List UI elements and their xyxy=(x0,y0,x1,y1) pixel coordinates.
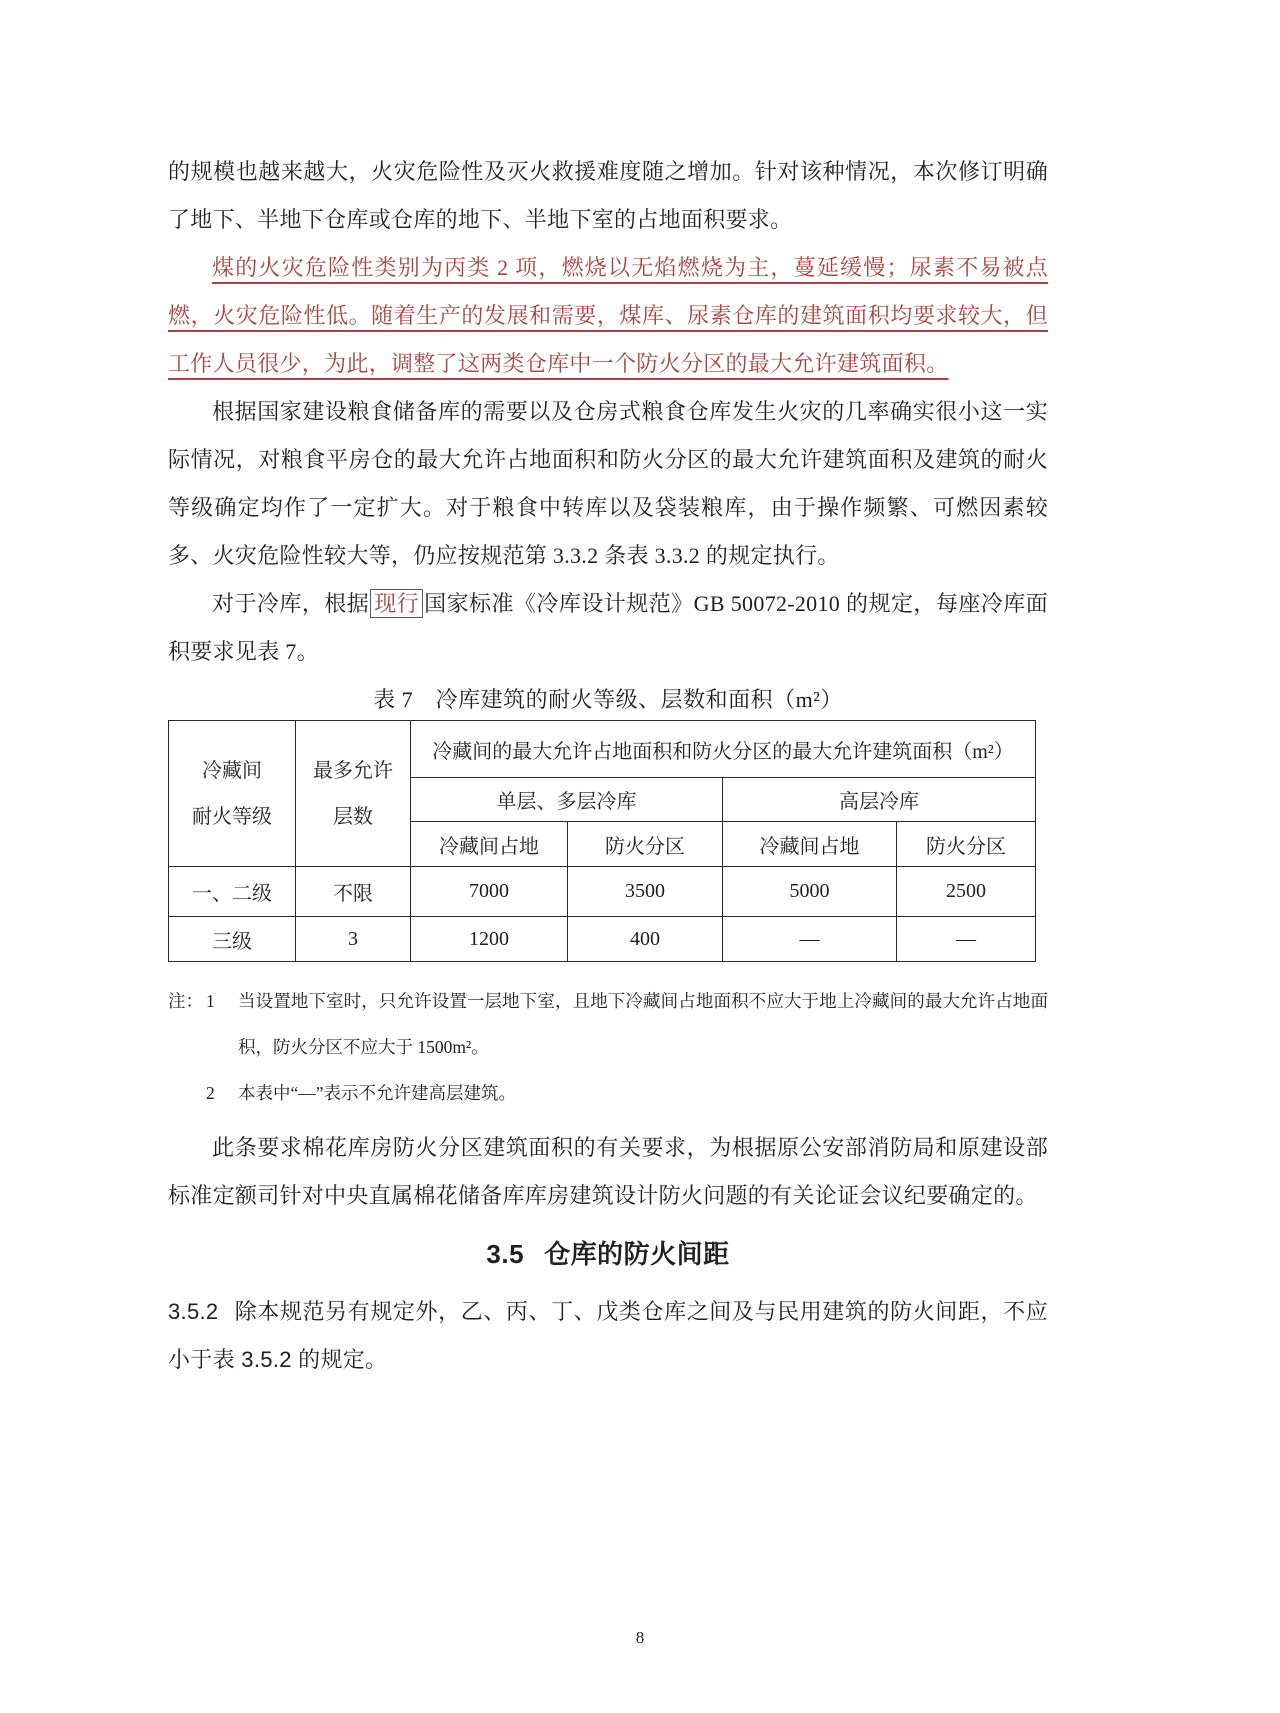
header-fire-resistance xyxy=(169,721,296,867)
header-sub-compartment-2: 防火分区 xyxy=(897,822,1036,867)
header-span-area: 冷藏间的最大允许占地面积和防火分区的最大允许建筑面积（m²） xyxy=(411,721,1036,778)
cell-floors-3: 3 xyxy=(296,917,411,962)
table-row xyxy=(169,867,1036,917)
paragraph-revision-red: 煤的火灾危险性类别为丙类 2 项，燃烧以无焰燃烧为主，蔓延缓慢；尿素不易被点燃，火灾危险性低。随着生产的发展和需要，煤库、尿素仓库的建筑面积均要求较大，但工作人员很少，为此，调整了这两类仓库中一个防火分区的最大允许建筑面积。 xyxy=(168,255,1048,376)
cell-value: 5000 xyxy=(723,867,897,917)
note-2-text: 本表中“—”表示不允许建高层建筑。 xyxy=(238,1083,517,1103)
cell-grade-1-2: 一、二级 xyxy=(169,867,296,917)
section-number: 3.5 xyxy=(486,1239,525,1269)
header-group-single-multi: 单层、多层冷库 xyxy=(411,778,723,822)
table7-notes xyxy=(168,978,1048,1116)
clause-number: 3.5.2 xyxy=(168,1299,219,1324)
header-max-floors-line1: 最多允许 xyxy=(313,759,393,782)
header-max-floors xyxy=(296,721,411,867)
table7 xyxy=(168,720,1036,962)
paragraph-cotton-warehouse: 此条要求棉花库房防火分区建筑面积的有关要求，为根据原公安部消防局和原建设部标准定额司针对中央直属棉花储备库库房建筑设计防火问题的有关论证会议纪要确定的。 xyxy=(168,1135,1048,1208)
note-1 xyxy=(168,978,1048,1070)
cell-grade-3: 三级 xyxy=(169,917,296,962)
header-fire-resistance-line1: 冷藏间 xyxy=(202,759,262,782)
header-group-highrise: 高层冷库 xyxy=(723,778,1036,822)
cell-dash: — xyxy=(897,917,1036,962)
paragraph-continuation: 的规模也越来越大，火灾危险性及灭火救援难度随之增加。针对该种情况，本次修订明确了地下、半地下仓库或仓库的地下、半地下室的占地面积要求。 xyxy=(168,159,1048,232)
header-sub-footprint-1: 冷藏间占地 xyxy=(411,822,568,867)
cell-value: 3500 xyxy=(568,867,723,917)
clause-text: 除本规范另有规定外，乙、丙、丁、戊类仓库之间及与民用建筑的防火间距，不应小于表 3.5.2 的规定。 xyxy=(168,1299,1048,1372)
cell-value: 400 xyxy=(568,917,723,962)
cell-value: 7000 xyxy=(411,867,568,917)
cell-value: 2500 xyxy=(897,867,1036,917)
cell-floors-unlimited: 不限 xyxy=(296,867,411,917)
note-2 xyxy=(206,1070,1048,1116)
page-number: 8 xyxy=(635,1628,645,1647)
header-max-floors-line2: 层数 xyxy=(333,805,373,828)
note-label: 注： xyxy=(168,991,203,1011)
page-content xyxy=(168,148,1048,1384)
table-row xyxy=(169,917,1036,962)
paragraph-cold-storage xyxy=(168,580,1048,676)
note-1-text: 当设置地下室时，只允许设置一层地下室，且地下冷藏间占地面积不应大于地上冷藏间的最大允许占地面积，防火分区不应大于 1500m²。 xyxy=(238,991,1048,1057)
cell-dash: — xyxy=(723,917,897,962)
paragraph-grain-warehouse: 根据国家建设粮食储备库的需要以及仓房式粮食仓库发生火灾的几率确实很小这一实际情况，对粮食平房仓的最大允许占地面积和防火分区的最大允许建筑面积及建筑的耐火等级确定均作了一定扩大。对于粮食中转库以及袋装粮库，由于操作频繁、可燃因素较多、火灾危险性较大等，仍应按规范第 3.3.2 条表 3.3.2 的规定执行。 xyxy=(168,399,1048,568)
header-sub-footprint-2: 冷藏间占地 xyxy=(723,822,897,867)
table7-title: 表 7 冷库建筑的耐火等级、层数和面积（m²） xyxy=(373,687,843,712)
note-2-number: 2 xyxy=(206,1083,215,1103)
cell-value: 1200 xyxy=(411,917,568,962)
text-after-insert: 国家标准《冷库设计规范》GB 50072-2010 的规定，每座冷库面积要求见表 7。 xyxy=(168,591,1049,664)
section-heading xyxy=(168,1234,1048,1274)
header-fire-resistance-line2: 耐火等级 xyxy=(192,805,272,828)
paragraph-3-5-2 xyxy=(168,1288,1048,1384)
header-sub-compartment-1: 防火分区 xyxy=(568,822,723,867)
section-title: 仓库的防火间距 xyxy=(544,1239,730,1269)
text-before-insert: 对于冷库，根据 xyxy=(212,591,370,616)
note-1-number: 1 xyxy=(206,991,215,1011)
inserted-word-box: 现行 xyxy=(370,589,423,618)
